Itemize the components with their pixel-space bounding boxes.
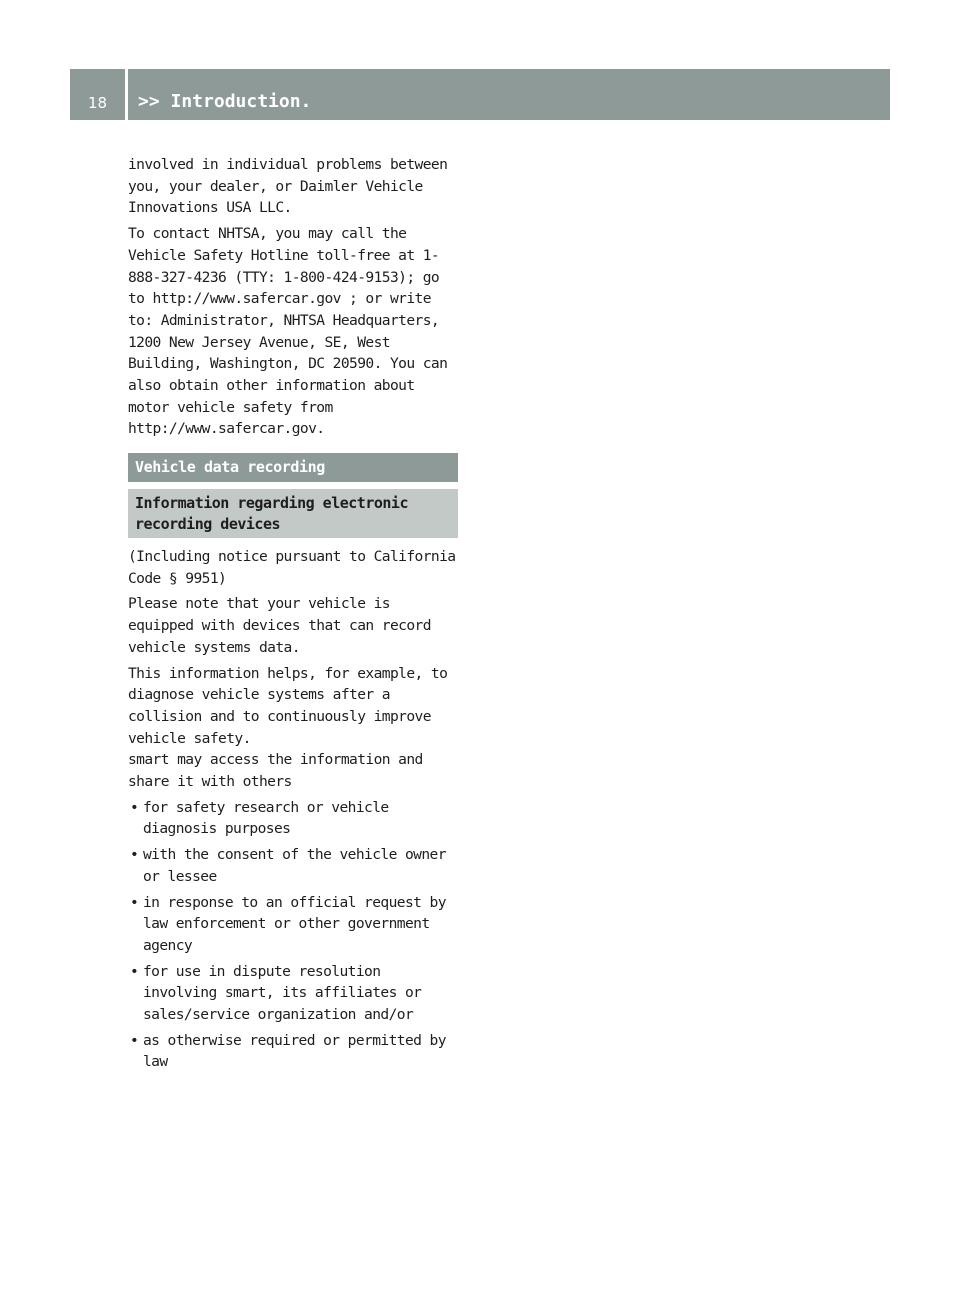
- bullet-icon: •: [130, 962, 139, 980]
- bullet-list: [128, 797, 462, 1073]
- list-item-text: for safety research or vehicle diagnosis purposes: [143, 798, 389, 838]
- bullet-icon: •: [130, 1031, 139, 1049]
- section-title: >> Introduction.: [138, 91, 312, 112]
- vehicle-data-body: [128, 546, 462, 1077]
- body-paragraph-4: smart may access the information and share it with others: [128, 751, 423, 791]
- list-item-text: with the consent of the vehicle owner or lessee: [143, 846, 446, 885]
- list-item: [128, 797, 462, 840]
- intro-paragraph-2: To contact NHTSA, you may call the Vehicle Safety Hotline toll-free at 1-888-327-4236 (TTY: 1-800-424-9153); go to http://www.safercar.gov ; or write to: Administrator, NHTSA Headquarters, 1200 New Jersey Avenue, SE, West Building, Washington, DC 20590. You can also obtain other information about motor vehicle safety from http://www.safercar.gov.: [128, 225, 448, 438]
- list-item-text: for use in dispute resolution involving smart, its affiliates or sales/service organization and/or: [143, 962, 422, 1024]
- intro-paragraph-1: involved in individual problems between you, your dealer, or Daimler Vehicle Innovations USA LLC.: [128, 156, 448, 217]
- bullet-icon: •: [130, 846, 139, 864]
- page-number: 18: [87, 94, 108, 112]
- bullet-icon: •: [130, 798, 139, 816]
- vehicle-data-heading: Vehicle data recording: [128, 453, 458, 482]
- list-item: [128, 892, 462, 957]
- intro-text: [128, 154, 462, 444]
- body-paragraph-1: (Including notice pursuant to California Code § 9951): [128, 548, 456, 587]
- body-paragraph-2: Please note that your vehicle is equipped with devices that can record vehicle systems data.: [128, 595, 431, 656]
- list-item: [128, 1030, 462, 1073]
- list-item: [128, 961, 462, 1026]
- page-header: [70, 69, 890, 120]
- list-item: [128, 844, 462, 887]
- recording-devices-subheading: Information regarding electronic recording devices: [128, 489, 458, 538]
- header-divider: [125, 69, 128, 120]
- list-item-text: as otherwise required or permitted by law: [143, 1031, 446, 1071]
- bullet-icon: •: [130, 893, 139, 911]
- body-paragraph-3: This information helps, for example, to diagnose vehicle systems after a collision and to continuously improve vehicle safety.: [128, 664, 448, 747]
- list-item-text: in response to an official request by law enforcement or other government agency: [143, 893, 446, 954]
